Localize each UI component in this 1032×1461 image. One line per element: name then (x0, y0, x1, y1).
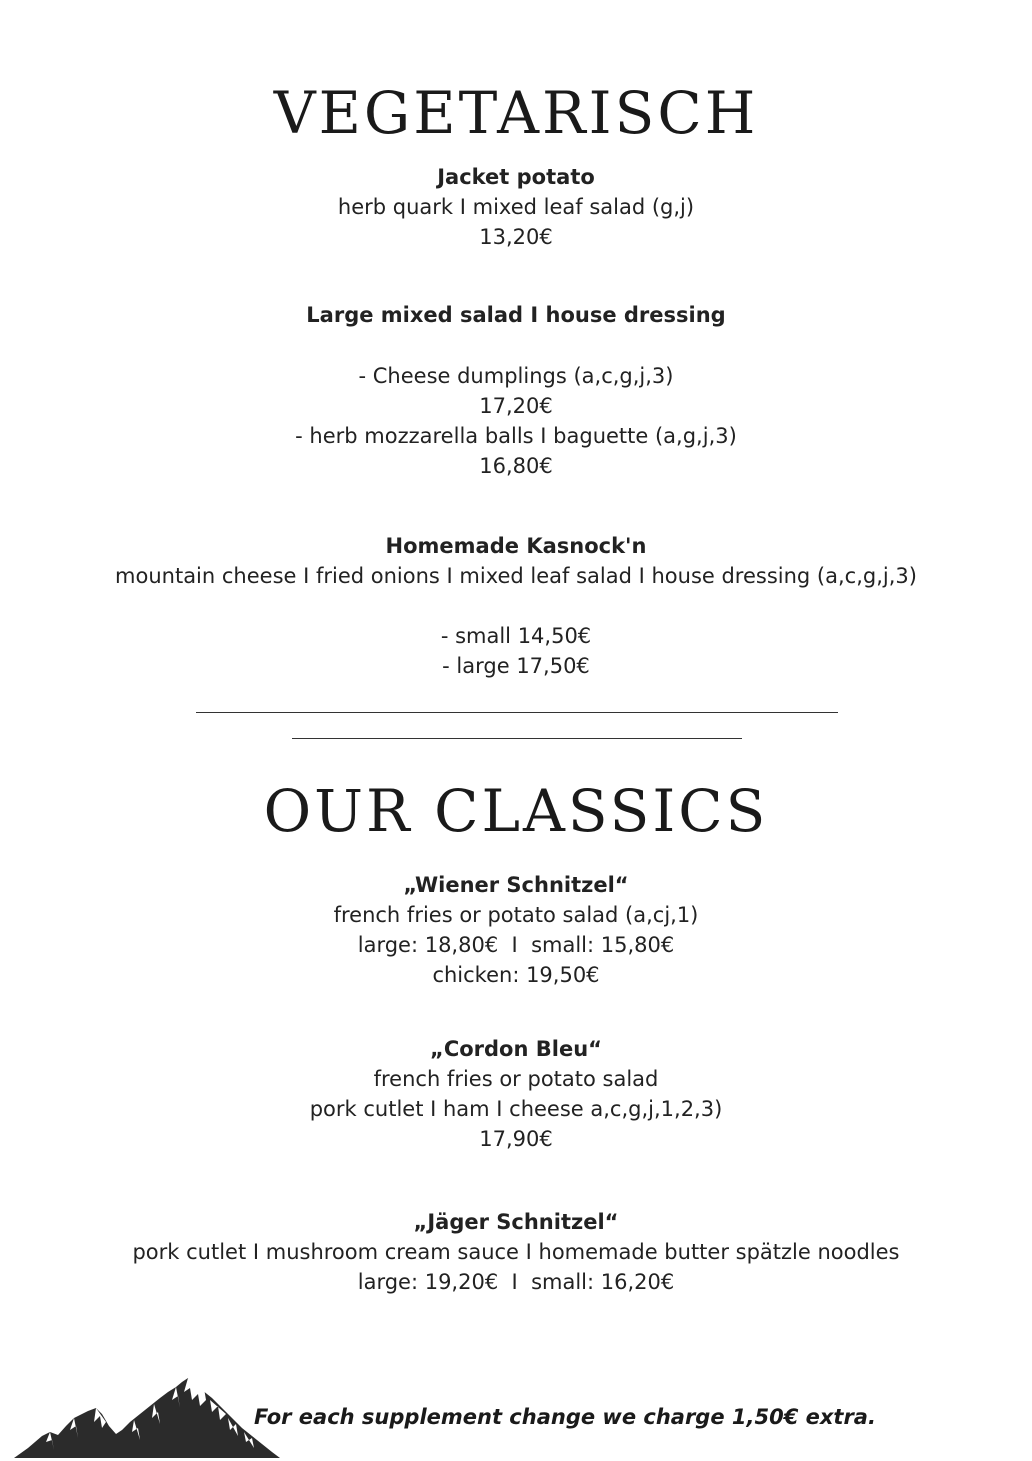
mountain-range-icon (14, 1378, 280, 1460)
wiener-schnitzel-description: french fries or potato salad (a,cj,1) (333, 903, 699, 927)
classics-section-title: OUR CLASSICS (263, 777, 769, 845)
wiener-schnitzel-name: „Wiener Schnitzel“ (403, 873, 629, 897)
large-salad-option-cheese-dumplings: - Cheese dumplings (a,c,g,j,3) (358, 364, 674, 388)
kasnockn-description: mountain cheese I fried onions I mixed leaf salad I house dressing (a,c,g,j,3) (115, 564, 917, 588)
kasnockn-large-price: - large 17,50€ (442, 654, 590, 678)
jaeger-schnitzel-description: pork cutlet I mushroom cream sauce I homemade butter spätzle noodles (132, 1240, 900, 1264)
large-salad-option-mozzarella: - herb mozzarella balls I baguette (a,g,j,3) (295, 424, 737, 448)
section-divider-upper (196, 712, 838, 713)
cordon-bleu-description-filling: pork cutlet I ham I cheese a,c,g,j,1,2,3) (309, 1097, 723, 1121)
jacket-potato-name: Jacket potato (437, 165, 595, 189)
large-salad-price-mozzarella: 16,80€ (479, 454, 553, 478)
large-salad-price-cheese-dumplings: 17,20€ (479, 394, 553, 418)
kasnockn-small-price: - small 14,50€ (440, 624, 592, 648)
section-divider-lower (292, 738, 742, 739)
large-salad-name: Large mixed salad I house dressing (306, 303, 726, 327)
cordon-bleu-price: 17,90€ (479, 1127, 553, 1151)
supplement-change-note: For each supplement change we charge 1,50€ extra. (254, 1405, 876, 1429)
vegetarian-section-title: VEGETARISCH (273, 79, 759, 147)
cordon-bleu-description-sides: french fries or potato salad (373, 1067, 659, 1091)
jaeger-schnitzel-name: „Jäger Schnitzel“ (413, 1210, 619, 1234)
kasnockn-name: Homemade Kasnock'n (385, 534, 647, 558)
jacket-potato-description: herb quark I mixed leaf salad (g,j) (337, 195, 695, 219)
wiener-schnitzel-prices: large: 18,80€ I small: 15,80€ (357, 933, 675, 957)
wiener-schnitzel-chicken-price: chicken: 19,50€ (432, 963, 600, 987)
jaeger-schnitzel-prices: large: 19,20€ I small: 16,20€ (357, 1270, 675, 1294)
jacket-potato-price: 13,20€ (479, 225, 553, 249)
cordon-bleu-name: „Cordon Bleu“ (430, 1037, 602, 1061)
